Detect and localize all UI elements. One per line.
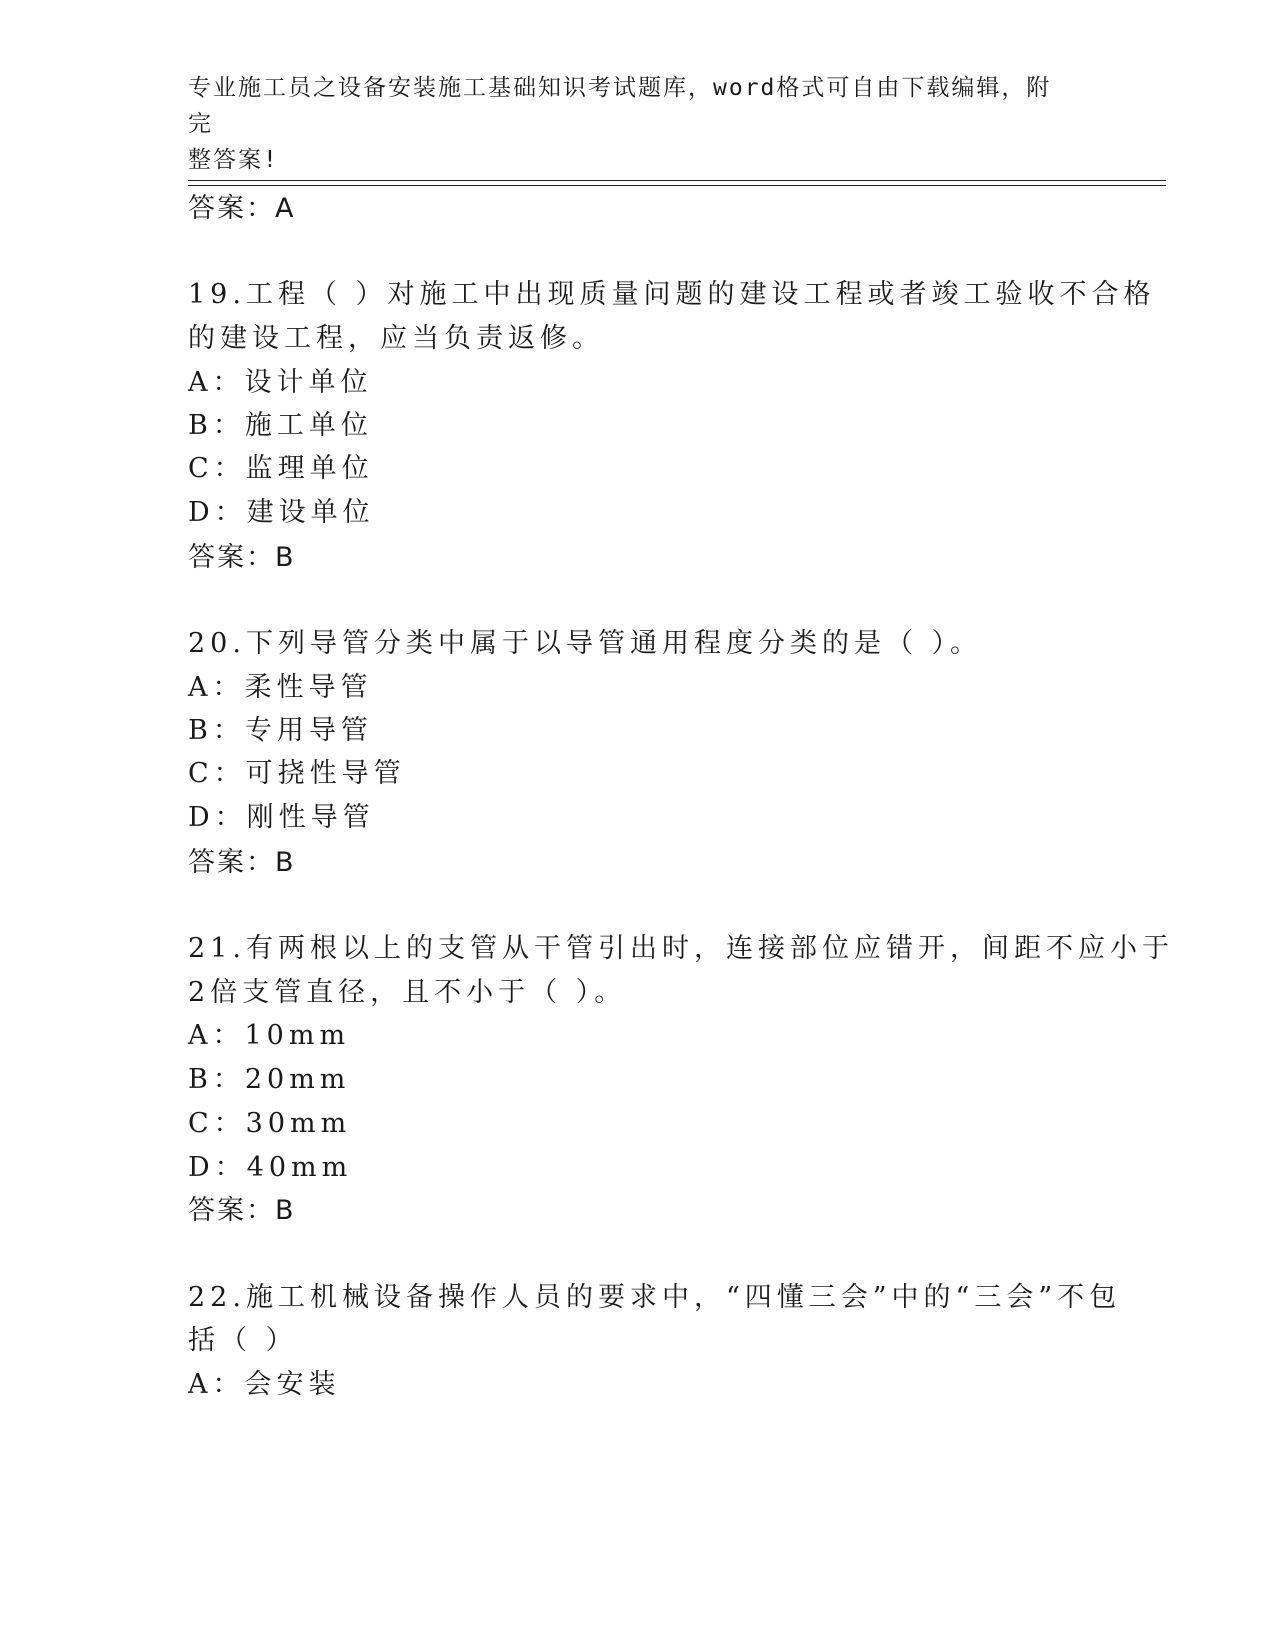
option-c: C：监理单位 (188, 453, 374, 484)
document-header (188, 70, 1068, 178)
question-stem-line: 的建设工程，应当负责返修。 (188, 323, 604, 354)
option-c: C：可挠性导管 (188, 758, 406, 789)
header-line-2: 整答案! (188, 147, 279, 173)
option-b: B：专用导管 (188, 715, 373, 746)
question-stem-line: 括（ ） (188, 1325, 298, 1356)
option-d: D：40mm (188, 1152, 353, 1183)
option-b: B：20mm (188, 1064, 351, 1095)
header-line-1: 专业施工员之设备安装施工基础知识考试题库，word格式可自由下载编辑，附完 (188, 75, 1052, 137)
question-stem-line: 20.下列导管分类中属于以导管通用程度分类的是（ ）。 (188, 628, 983, 659)
option-b: B：施工单位 (188, 410, 373, 441)
option-a: A：会安装 (188, 1369, 341, 1400)
option-c: C：30mm (188, 1108, 352, 1139)
option-a: A：设计单位 (188, 367, 373, 398)
question-stem-line: 19.工程（ ）对施工中出现质量问题的建设工程或者竣工验收不合格 (188, 279, 1156, 310)
question-stem-line: 21.有两根以上的支管从干管引出时，连接部位应错开，间距不应小于 (188, 933, 1174, 964)
header-divider-top (188, 180, 1166, 181)
option-a: A：10mm (188, 1020, 351, 1051)
previous-answer: 答案：A (188, 193, 296, 224)
answer-label: 答案：B (188, 1195, 296, 1226)
option-d: D：刚性导管 (188, 802, 375, 833)
question-stem-line: 22.施工机械设备操作人员的要求中，“四懂三会”中的“三会”不包 (188, 1282, 1122, 1313)
header-divider-bottom (188, 185, 1166, 186)
option-d: D：建设单位 (188, 497, 375, 528)
question-stem-line: 2倍支管直径，且不小于（ ）。 (188, 977, 627, 1008)
answer-label: 答案：B (188, 847, 296, 878)
option-a: A：柔性导管 (188, 672, 373, 703)
answer-label: 答案：B (188, 542, 296, 573)
